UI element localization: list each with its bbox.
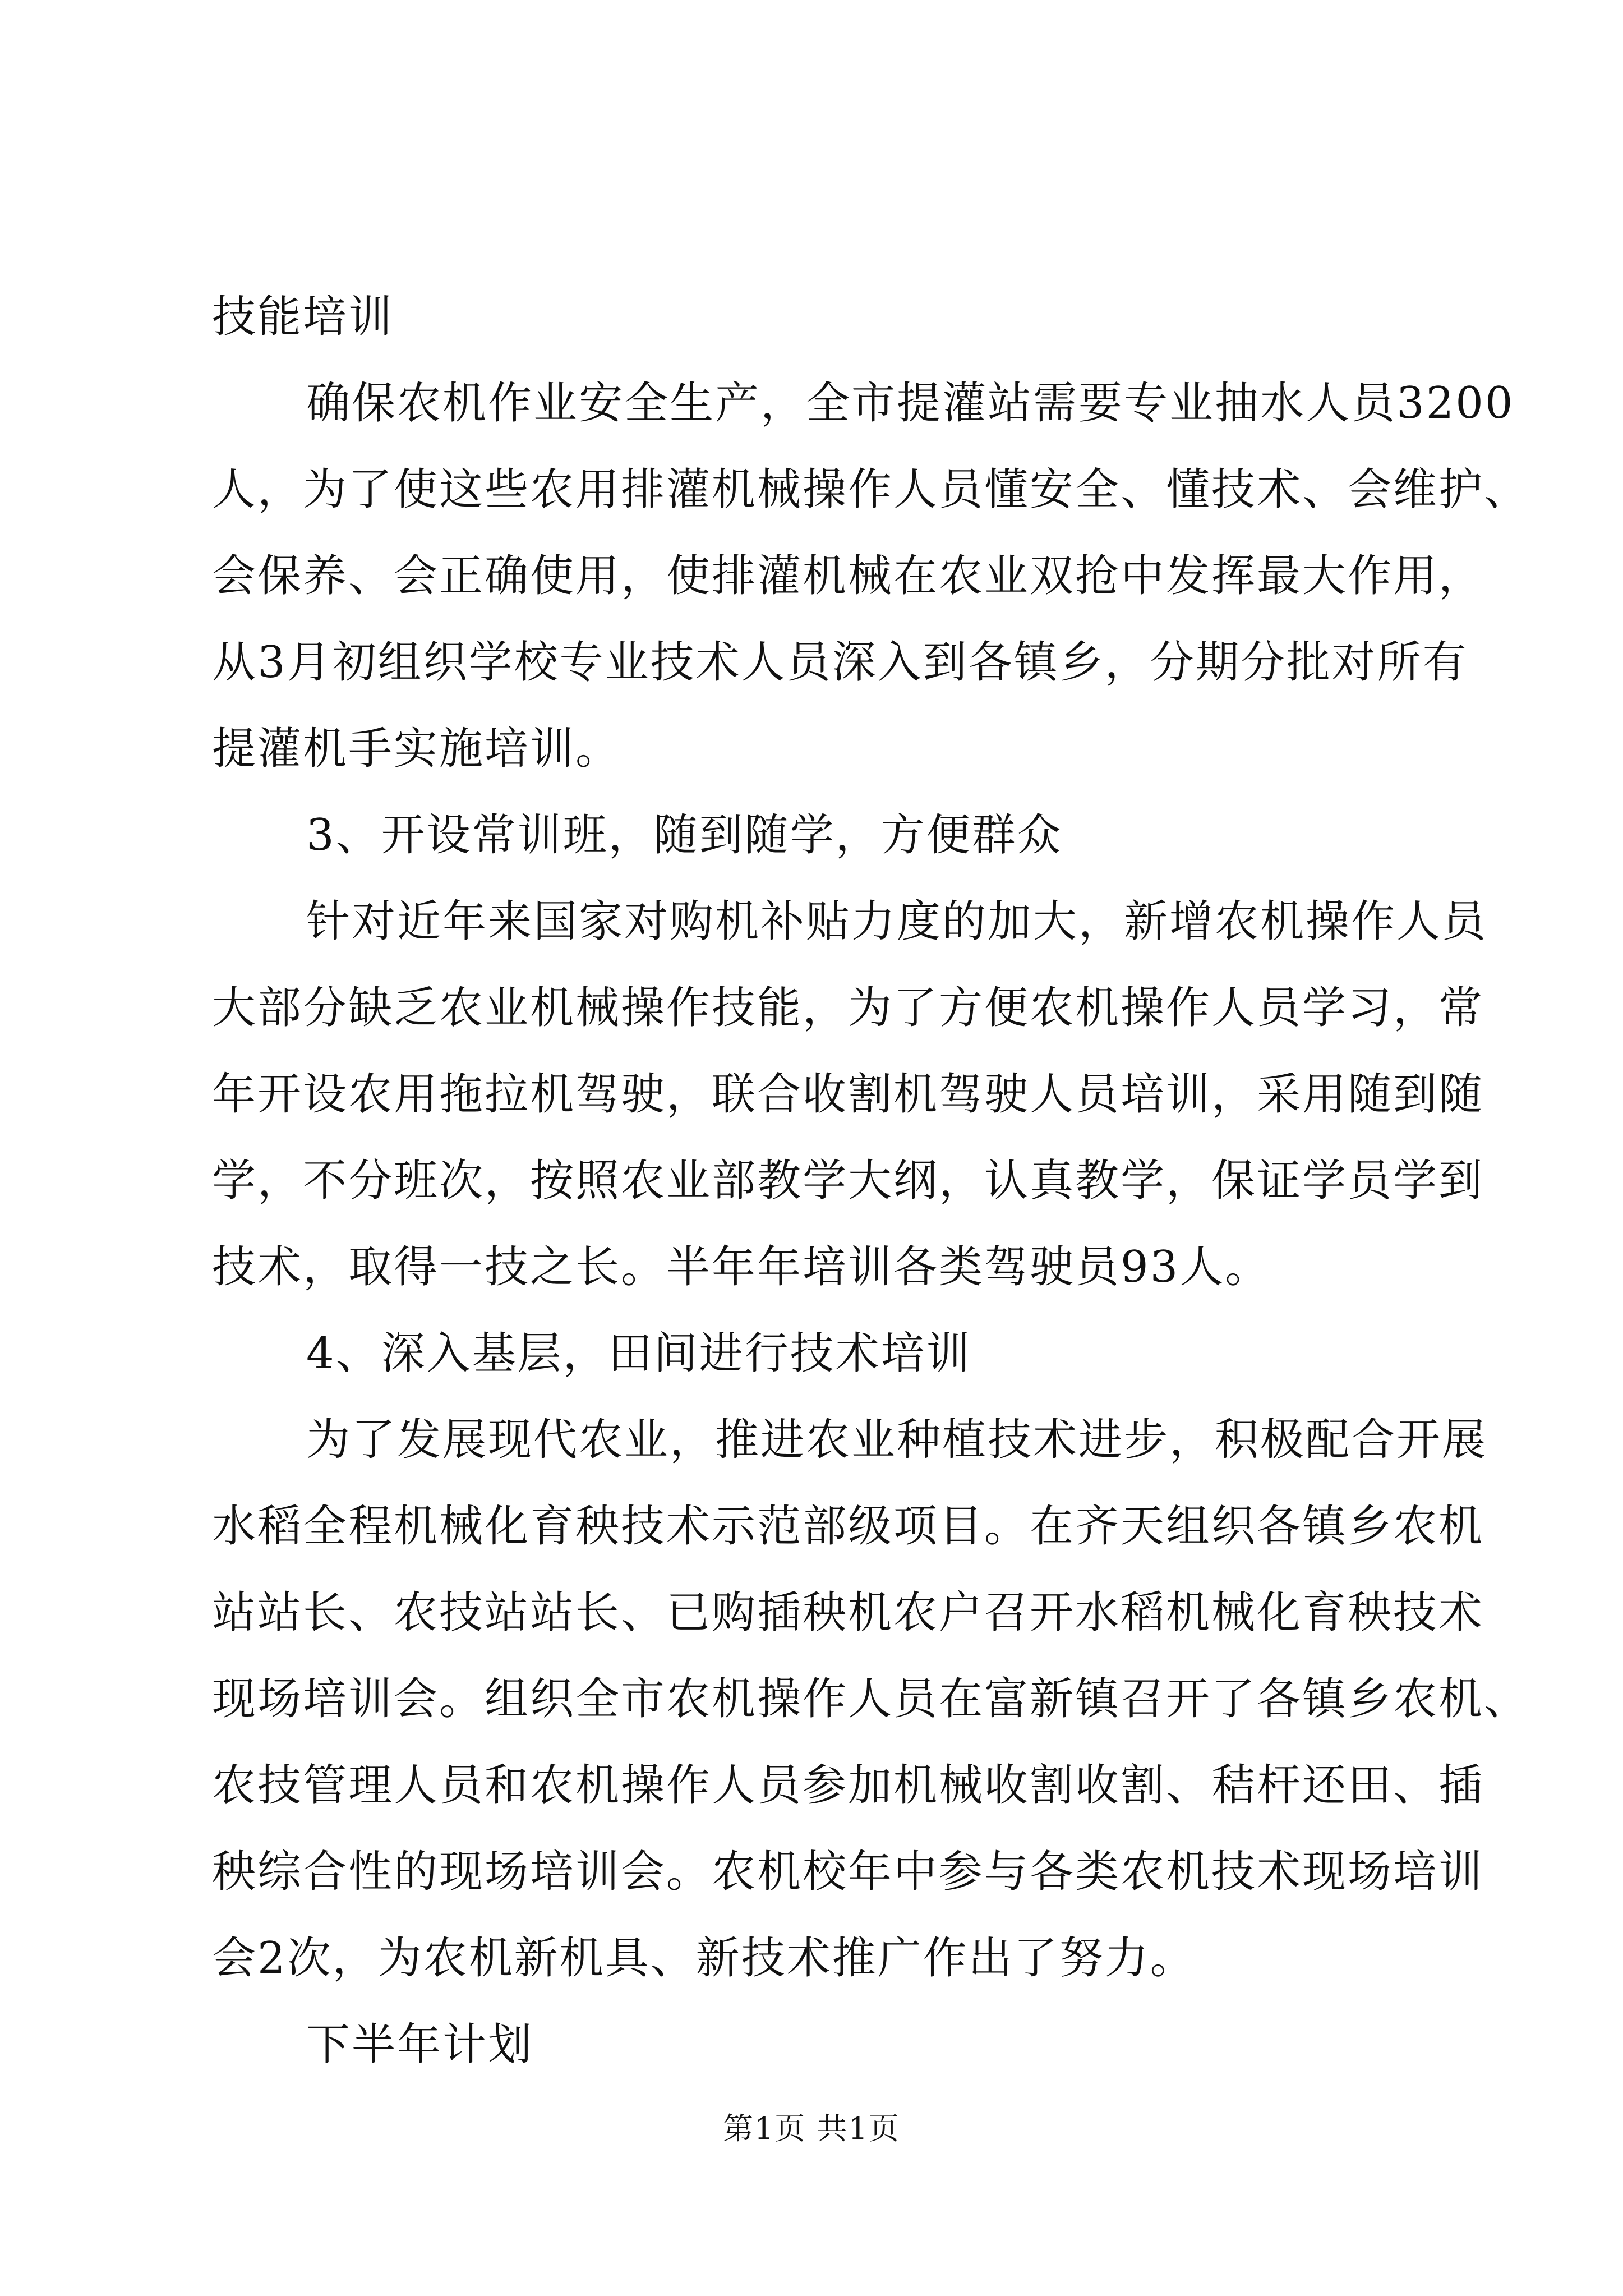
paragraph-line: 从3月初组织学校专业技术人员深入到各镇乡，分期分批对所有: [212, 637, 1468, 688]
paragraph-line: 会2次，为农机新机具、新技术推广作出了努力。: [212, 1933, 1196, 1984]
document-body: [212, 274, 1530, 2088]
paragraph-line: 确保农机作业安全生产，全市提灌站需要专业抽水人员3200: [306, 378, 1515, 429]
section-heading: 3、开设常训班，随到随学，方便群众: [306, 810, 1063, 861]
paragraph-line: 农技管理人员和农机操作人员参加机械收割收割、秸杆还田、插: [212, 1760, 1484, 1811]
section-heading: 技能培训: [212, 292, 394, 342]
paragraph-line: 站站长、农技站站长、已购插秧机农户召开水稻机械化育秧技术: [212, 1588, 1484, 1638]
paragraph-line: 现场培训会。组织全市农机操作人员在富新镇召开了各镇乡农机、: [212, 1674, 1530, 1724]
paragraph-line: 人，为了使这些农用排灌机械操作人员懂安全、懂技术、会维护、: [212, 464, 1530, 515]
paragraph-line: 年开设农用拖拉机驾驶，联合收割机驾驶人员培训，采用随到随: [212, 1069, 1484, 1120]
paragraph-line: 会保养、会正确使用，使排灌机械在农业双抢中发挥最大作用，: [212, 551, 1484, 601]
page-number-footer: 第1页 共1页: [723, 2111, 900, 2146]
paragraph-line: 提灌机手实施培训。: [212, 724, 621, 774]
paragraph-line: 水稻全程机械化育秧技术示范部级项目。在齐天组织各镇乡农机: [212, 1501, 1484, 1552]
section-heading: 4、深入基层，田间进行技术培训: [306, 1328, 972, 1379]
paragraph-line: 为了发展现代农业，推进农业种植技术进步，积极配合开展: [306, 1415, 1488, 1465]
paragraph-line: 技术，取得一技之长。半年年培训各类驾驶员93人。: [212, 1242, 1271, 1292]
paragraph-line: 大部分缺乏农业机械操作技能，为了方便农机操作人员学习，常: [212, 983, 1484, 1033]
section-heading: 下半年计划: [306, 2019, 534, 2070]
paragraph-line: 秧综合性的现场培训会。农机校年中参与各类农机技术现场培训: [212, 1847, 1484, 1897]
paragraph-line: 针对近年来国家对购机补贴力度的加大，新增农机操作人员: [306, 896, 1488, 947]
paragraph-line: 学，不分班次，按照农业部教学大纲，认真教学，保证学员学到: [212, 1156, 1484, 1206]
